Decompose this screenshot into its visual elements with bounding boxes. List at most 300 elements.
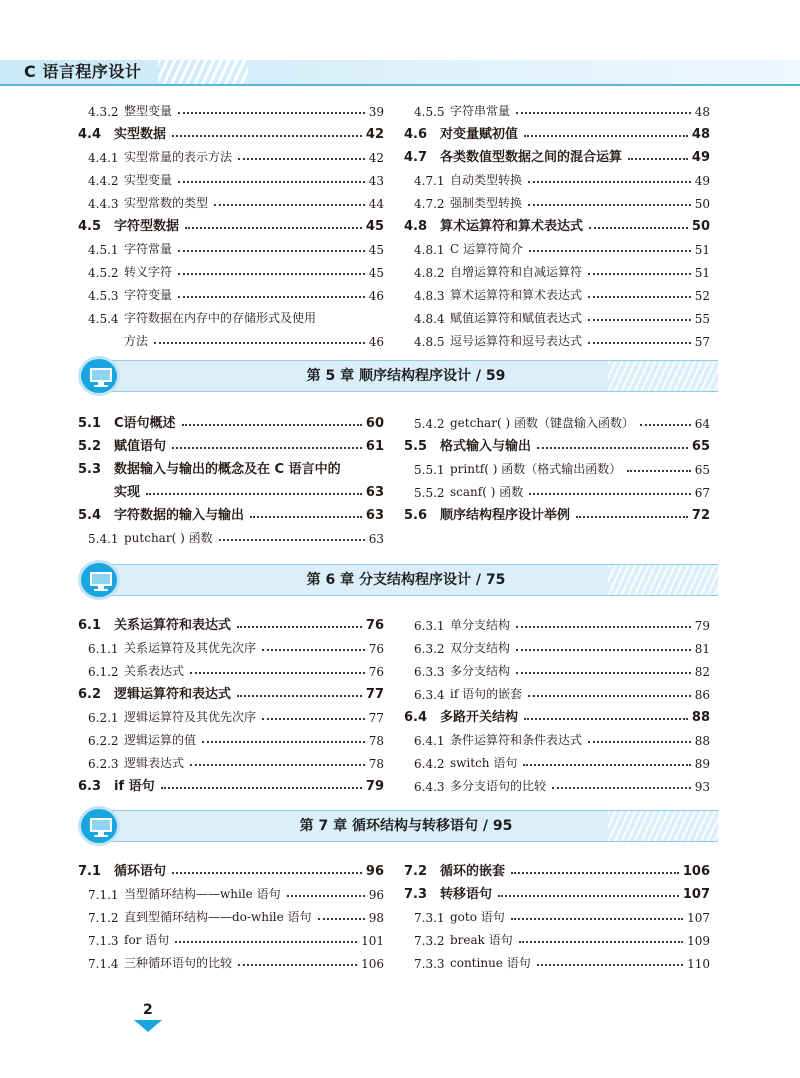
toc-entry — [404, 303, 710, 326]
toc-dot-leader — [178, 273, 365, 275]
toc-entry-number: 4.3.2 — [88, 105, 119, 119]
toc-entry-page: 48 — [694, 105, 710, 119]
toc-entry-title: 顺序结构程序设计举例 — [440, 508, 571, 523]
toc-entry — [404, 610, 710, 633]
toc-entry — [404, 257, 710, 280]
toc-entry-number: 5.4 — [78, 508, 102, 523]
toc-entry-title: 实型数据 — [114, 127, 167, 142]
toc-entry — [404, 431, 710, 454]
toc-dot-leader — [238, 158, 365, 160]
toc-entry — [78, 679, 384, 702]
toc-entry-page: 51 — [694, 266, 710, 280]
toc-entry-title: 多分支结构 — [450, 664, 511, 678]
toc-entry-page: 43 — [368, 174, 384, 188]
toc-dot-leader — [640, 424, 691, 426]
toc-entry-page: 77 — [365, 687, 384, 702]
toc-entry-number: 6.2.1 — [88, 711, 119, 725]
toc-entry — [404, 188, 710, 211]
toc-entry-page: 77 — [368, 711, 384, 725]
toc-entry — [78, 408, 384, 431]
toc-entry-title: printf( ) 函数（格式输出函数） — [450, 462, 622, 476]
toc-entry-title: if 语句的嵌套 — [450, 687, 523, 701]
toc-entry-title: goto 语句 — [450, 910, 505, 924]
toc-dot-leader — [588, 319, 691, 321]
running-header — [0, 0, 800, 84]
toc-dot-leader — [190, 764, 365, 766]
toc-entry-title: 双分支结构 — [450, 641, 511, 655]
toc-entry — [404, 633, 710, 656]
toc-entry — [78, 280, 384, 303]
toc-dot-leader — [262, 718, 365, 720]
toc-entry — [78, 188, 384, 211]
toc-dot-leader — [262, 649, 365, 651]
toc-dot-leader — [524, 718, 688, 720]
toc-column-left — [78, 610, 384, 794]
toc-dot-leader — [214, 204, 365, 206]
toc-entry — [78, 454, 384, 477]
toc-entry — [404, 771, 710, 794]
toc-entry-number: 7.3.2 — [414, 934, 445, 948]
toc-dot-leader — [511, 872, 679, 874]
toc-entry-title: switch 语句 — [450, 756, 518, 770]
toc-entry-number: 7.3.3 — [414, 957, 445, 971]
toc-entry-page: 96 — [368, 888, 384, 902]
toc-entry — [404, 656, 710, 679]
toc-dot-leader — [516, 626, 691, 628]
toc-entry-page: 96 — [365, 864, 384, 879]
toc-entry — [404, 119, 710, 142]
toc-entry — [78, 925, 384, 948]
toc-entry-title: 多路开关结构 — [440, 710, 519, 725]
chapter7-banner — [78, 806, 718, 846]
toc-entry — [78, 165, 384, 188]
toc-entry-title: 赋值运算符和赋值表达式 — [450, 311, 583, 325]
toc-entry — [404, 142, 710, 165]
toc-entry-page: 67 — [694, 486, 710, 500]
toc-entry — [404, 477, 710, 500]
toc-entry — [404, 500, 710, 523]
toc-entry-page: 76 — [365, 618, 384, 633]
toc-entry-number: 7.1.1 — [88, 888, 119, 902]
toc-entry — [404, 326, 710, 349]
toc-entry-number: 5.3 — [78, 462, 102, 477]
toc-dot-leader — [182, 424, 362, 426]
toc-entry-title: 实型常量的表示方法 — [124, 150, 233, 164]
toc-entry-number: 4.8 — [404, 219, 428, 234]
toc-entry-page: 86 — [694, 688, 710, 702]
toc-dot-leader — [523, 764, 690, 766]
page-number: 2 — [143, 1002, 153, 1018]
toc-entry-title: 对变量赋初值 — [440, 127, 519, 142]
toc-entry-number: 6.3 — [78, 779, 102, 794]
toc-dot-leader — [238, 964, 357, 966]
toc-dot-leader — [511, 918, 683, 920]
toc-entry-number: 4.5.5 — [414, 105, 445, 119]
toc-entry-number: 4.7.2 — [414, 197, 445, 211]
toc-dot-leader — [146, 493, 362, 495]
page-marker-triangle-icon — [134, 1020, 162, 1032]
toc-entry-page: 63 — [368, 532, 384, 546]
toc-dot-leader — [628, 158, 688, 160]
toc-dot-leader — [588, 741, 691, 743]
toc-entry-page: 101 — [361, 934, 384, 948]
toc-entry-title: 循环语句 — [114, 864, 167, 879]
toc-entry — [78, 257, 384, 280]
toc-entry — [78, 633, 384, 656]
toc-dot-leader — [178, 112, 365, 114]
toc-entry-title: 字符串常量 — [450, 104, 511, 118]
toc-entry-number: 4.4.1 — [88, 151, 119, 165]
toc-entry-number: 6.4.2 — [414, 757, 445, 771]
toc-entry-page: 72 — [691, 508, 710, 523]
toc-entry-number: 4.5.4 — [88, 312, 119, 326]
toc-column-right — [404, 856, 710, 971]
toc-entry-title: 字符数据在内存中的存储形式及使用 — [124, 311, 317, 325]
toc-dot-leader — [237, 695, 362, 697]
toc-entry-title: for 语句 — [124, 933, 170, 947]
toc-dot-leader — [154, 342, 365, 344]
toc-entry — [78, 902, 384, 925]
toc-column-right — [404, 610, 710, 794]
toc-dot-leader — [516, 112, 691, 114]
toc-entry-number: 5.6 — [404, 508, 428, 523]
toc-entry-title: 单分支结构 — [450, 618, 511, 632]
toc-entry-page: 64 — [694, 417, 710, 431]
toc-entry-page: 49 — [694, 174, 710, 188]
toc-entry — [78, 326, 384, 349]
toc-entry-page: 107 — [682, 887, 710, 902]
toc-entry-page: 76 — [368, 642, 384, 656]
chapter-heading: 第 5 章 顺序结构程序设计 / 59 — [306, 368, 506, 384]
toc-entry-title: 转义字符 — [124, 265, 173, 279]
toc-entry-number: 6.1 — [78, 618, 102, 633]
toc-entry-title: 自动类型转换 — [450, 173, 523, 187]
toc-entry-page: 44 — [368, 197, 384, 211]
toc-entry — [404, 211, 710, 234]
toc-entry-number: 4.8.1 — [414, 243, 445, 257]
toc-entry-page: 79 — [365, 779, 384, 794]
toc-dot-leader — [588, 273, 691, 275]
toc-entry — [78, 856, 384, 879]
toc-entry-page: 110 — [687, 957, 710, 971]
toc-entry-number: 5.5.1 — [414, 463, 445, 477]
toc-entry-title: 关系表达式 — [124, 664, 185, 678]
toc-dot-leader — [318, 918, 365, 920]
toc-entry — [78, 303, 384, 326]
toc-dot-leader — [190, 672, 365, 674]
toc-entry-number: 6.2.3 — [88, 757, 119, 771]
toc-entry — [78, 702, 384, 725]
toc-entry-page: 106 — [682, 864, 710, 879]
toc-entry-number: 7.1.3 — [88, 934, 119, 948]
toc-entry-title: 字符数据的输入与输出 — [114, 508, 245, 523]
toc-entry-number: 7.1.2 — [88, 911, 119, 925]
toc-entry-page: 107 — [687, 911, 710, 925]
toc-dot-leader — [178, 296, 365, 298]
toc-entry — [78, 879, 384, 902]
toc-entry-title: 实型常数的类型 — [124, 196, 209, 210]
toc-entry-title: 当型循环结构——while 语句 — [124, 887, 281, 901]
toc-entry-page: 93 — [694, 780, 710, 794]
toc-entry-title: 字符型数据 — [114, 219, 180, 234]
toc-entry-number: 4.6 — [404, 127, 428, 142]
toc-entry-number: 6.3.4 — [414, 688, 445, 702]
toc-entry — [78, 948, 384, 971]
toc-entry-title: 自增运算符和自减运算符 — [450, 265, 583, 279]
toc-dot-leader — [516, 649, 691, 651]
toc-dot-leader — [219, 539, 365, 541]
toc-entry-title: 各类数值型数据之间的混合运算 — [440, 150, 623, 165]
toc-dot-leader — [185, 227, 362, 229]
toc-dot-leader — [172, 447, 362, 449]
toc-entry-number: 4.8.2 — [414, 266, 445, 280]
toc-entry-page: 89 — [694, 757, 710, 771]
toc-dot-leader — [524, 135, 688, 137]
toc-entry-number: 4.8.5 — [414, 335, 445, 349]
toc-dot-leader — [627, 470, 690, 472]
toc-entry — [78, 477, 384, 500]
toc-entry — [404, 408, 710, 431]
toc-entry-title: 字符常量 — [124, 242, 173, 256]
toc-dot-leader — [588, 296, 691, 298]
toc-entry-page: 39 — [368, 105, 384, 119]
toc-entry-title: 算术运算符和算术表达式 — [450, 288, 583, 302]
chapter-heading: 第 7 章 循环结构与转移语句 / 95 — [299, 818, 513, 834]
toc-column-left — [78, 408, 384, 546]
toc-entry-title: 逻辑运算符和表达式 — [114, 687, 232, 702]
toc-entry — [404, 748, 710, 771]
toc-dot-leader — [172, 135, 362, 137]
toc-entry — [404, 902, 710, 925]
chapter-heading: 第 6 章 分支结构程序设计 / 75 — [306, 572, 506, 588]
toc-entry-page: 52 — [694, 289, 710, 303]
toc-entry-page: 65 — [691, 439, 710, 454]
toc-entry-number: 6.1.2 — [88, 665, 119, 679]
toc-dot-leader — [175, 941, 357, 943]
toc-entry-number: 6.4 — [404, 710, 428, 725]
toc-entry — [404, 856, 710, 879]
toc-entry-page: 45 — [368, 243, 384, 257]
toc-entry-title: getchar( ) 函数（键盘输入函数） — [450, 416, 634, 430]
header-rule — [0, 84, 800, 86]
toc-entry — [404, 280, 710, 303]
toc-entry-page: 45 — [365, 219, 384, 234]
toc-entry-page: 88 — [691, 710, 710, 725]
toc-entry-number: 5.2 — [78, 439, 102, 454]
toc-entry — [78, 748, 384, 771]
toc-entry-page: 63 — [365, 485, 384, 500]
toc-entry-title: 实型变量 — [124, 173, 173, 187]
toc-entry-number: 6.2.2 — [88, 734, 119, 748]
toc-entry-number: 6.1.1 — [88, 642, 119, 656]
toc-entry-title: 格式输入与输出 — [440, 439, 532, 454]
toc-entry-title: 字符变量 — [124, 288, 173, 302]
toc-entry-title: 直到型循环结构——do-while 语句 — [124, 910, 312, 924]
toc-entry-number: 6.3.2 — [414, 642, 445, 656]
toc-entry — [78, 234, 384, 257]
toc-entry — [78, 142, 384, 165]
toc-dot-leader — [528, 204, 691, 206]
toc-entry-title: 方法 — [124, 334, 149, 348]
toc-dot-leader — [178, 181, 365, 183]
toc-entry-number: 6.4.3 — [414, 780, 445, 794]
book-title: C 语言程序设计 — [24, 62, 142, 81]
toc-entry-number: 4.4 — [78, 127, 102, 142]
toc-entry — [78, 610, 384, 633]
toc-entry-page: 50 — [694, 197, 710, 211]
toc-entry-page: 48 — [691, 127, 710, 142]
toc-entry-title: 整型变量 — [124, 104, 173, 118]
toc-column-right — [404, 408, 710, 523]
toc-entry — [78, 96, 384, 119]
toc-entry-page: 42 — [368, 151, 384, 165]
toc-dot-leader — [250, 516, 362, 518]
toc-entry-number: 4.7 — [404, 150, 428, 165]
toc-entry — [404, 948, 710, 971]
toc-entry-number: 6.4.1 — [414, 734, 445, 748]
toc-entry-title: 循环的嵌套 — [440, 864, 506, 879]
toc-entry-title: 数据输入与输出的概念及在 C 语言中的 — [114, 462, 341, 477]
toc-entry-page: 46 — [368, 335, 384, 349]
toc-entry-title: 算术运算符和算术表达式 — [440, 219, 584, 234]
toc-entry — [404, 454, 710, 477]
toc-dot-leader — [537, 964, 683, 966]
toc-entry-number: 4.4.2 — [88, 174, 119, 188]
toc-entry-number: 7.2 — [404, 864, 428, 879]
toc-entry-number: 4.5.3 — [88, 289, 119, 303]
toc-entry-page: 45 — [368, 266, 384, 280]
toc-entry-page: 81 — [694, 642, 710, 656]
toc-entry — [404, 165, 710, 188]
toc-entry — [78, 119, 384, 142]
toc-entry-page: 55 — [694, 312, 710, 326]
toc-entry-number: 4.4.3 — [88, 197, 119, 211]
toc-entry-title: 逻辑表达式 — [124, 756, 185, 770]
toc-dot-leader — [528, 181, 691, 183]
toc-entry-title: 多分支语句的比较 — [450, 779, 547, 793]
toc-entry-page: 78 — [368, 757, 384, 771]
toc-entry-number: 7.1.4 — [88, 957, 119, 971]
toc-entry-page: 60 — [365, 416, 384, 431]
toc-entry-page: 51 — [694, 243, 710, 257]
toc-entry-title: 三种循环语句的比较 — [124, 956, 233, 970]
toc-entry — [78, 431, 384, 454]
toc-entry-number: 4.8.4 — [414, 312, 445, 326]
toc-entry-title: 转移语句 — [440, 887, 493, 902]
toc-entry — [78, 656, 384, 679]
toc-entry-number: 7.3 — [404, 887, 428, 902]
toc-entry — [78, 211, 384, 234]
toc-entry-page: 76 — [368, 665, 384, 679]
toc-entry-number: 6.3.1 — [414, 619, 445, 633]
toc-dot-leader — [172, 872, 362, 874]
toc-dot-leader — [576, 516, 688, 518]
toc-entry-title: scanf( ) 函数 — [450, 485, 524, 499]
toc-entry-page: 109 — [687, 934, 710, 948]
chapter6-banner — [78, 560, 718, 600]
toc-entry-title: 条件运算符和条件表达式 — [450, 733, 583, 747]
toc-entry — [404, 925, 710, 948]
toc-entry-number: 5.5 — [404, 439, 428, 454]
toc-entry-page: 57 — [694, 335, 710, 349]
toc-entry-number: 7.3.1 — [414, 911, 445, 925]
toc-dot-leader — [287, 895, 365, 897]
toc-entry-title: 逻辑运算符及其优先次序 — [124, 710, 257, 724]
toc-entry-number: 5.5.2 — [414, 486, 445, 500]
toc-dot-leader — [529, 250, 691, 252]
toc-dot-leader — [237, 626, 362, 628]
toc-entry-title: 逻辑运算的值 — [124, 733, 197, 747]
toc-entry-number: 5.1 — [78, 416, 102, 431]
toc-entry-page: 50 — [691, 219, 710, 234]
toc-entry-title: if 语句 — [114, 779, 155, 794]
toc-dot-leader — [589, 227, 688, 229]
toc-entry-number: 4.5.2 — [88, 266, 119, 280]
toc-dot-leader — [552, 787, 691, 789]
toc-entry-title: 关系运算符和表达式 — [114, 618, 232, 633]
toc-entry-page: 88 — [694, 734, 710, 748]
toc-entry-number: 5.4.2 — [414, 417, 445, 431]
toc-entry-title: putchar( ) 函数 — [124, 531, 213, 545]
toc-dot-leader — [588, 342, 691, 344]
toc-entry — [404, 725, 710, 748]
toc-entry-page: 98 — [368, 911, 384, 925]
toc-entry-title: C 运算符简介 — [450, 242, 523, 256]
toc-entry-page: 61 — [365, 439, 384, 454]
toc-entry-page: 82 — [694, 665, 710, 679]
toc-entry-number: 4.7.1 — [414, 174, 445, 188]
chapter5-banner — [78, 356, 718, 396]
toc-dot-leader — [519, 941, 683, 943]
toc-dot-leader — [498, 895, 679, 897]
toc-entry-page: 42 — [365, 127, 384, 142]
toc-entry-page: 79 — [694, 619, 710, 633]
toc-entry-page: 63 — [365, 508, 384, 523]
toc-entry — [404, 879, 710, 902]
toc-dot-leader — [202, 741, 365, 743]
toc-entry-page: 49 — [691, 150, 710, 165]
toc-dot-leader — [161, 787, 362, 789]
toc-entry-title: 实现 — [114, 485, 141, 500]
toc-entry — [78, 523, 384, 546]
toc-entry-title: 关系运算符及其优先次序 — [124, 641, 257, 655]
toc-dot-leader — [178, 250, 365, 252]
toc-entry — [78, 725, 384, 748]
toc-dot-leader — [516, 672, 691, 674]
toc-column-left — [78, 856, 384, 971]
toc-entry-number: 4.5 — [78, 219, 102, 234]
toc-entry — [404, 96, 710, 119]
toc-column-left — [78, 96, 384, 349]
toc-entry-number: 4.8.3 — [414, 289, 445, 303]
toc-entry-number: 4.5.1 — [88, 243, 119, 257]
toc-entry-title: C语句概述 — [114, 416, 176, 431]
toc-entry-number: 5.4.1 — [88, 532, 119, 546]
toc-entry-title: 逗号运算符和逗号表达式 — [450, 334, 583, 348]
toc-column-right — [404, 96, 710, 349]
toc-entry — [404, 679, 710, 702]
toc-entry-number: 7.1 — [78, 864, 102, 879]
toc-entry — [404, 234, 710, 257]
toc-entry — [78, 500, 384, 523]
toc-entry-number: 6.2 — [78, 687, 102, 702]
toc-entry — [404, 702, 710, 725]
toc-entry-page: 65 — [694, 463, 710, 477]
toc-dot-leader — [537, 447, 688, 449]
header-stripes — [158, 60, 248, 84]
toc-entry-title: 赋值语句 — [114, 439, 167, 454]
toc-dot-leader — [529, 493, 691, 495]
